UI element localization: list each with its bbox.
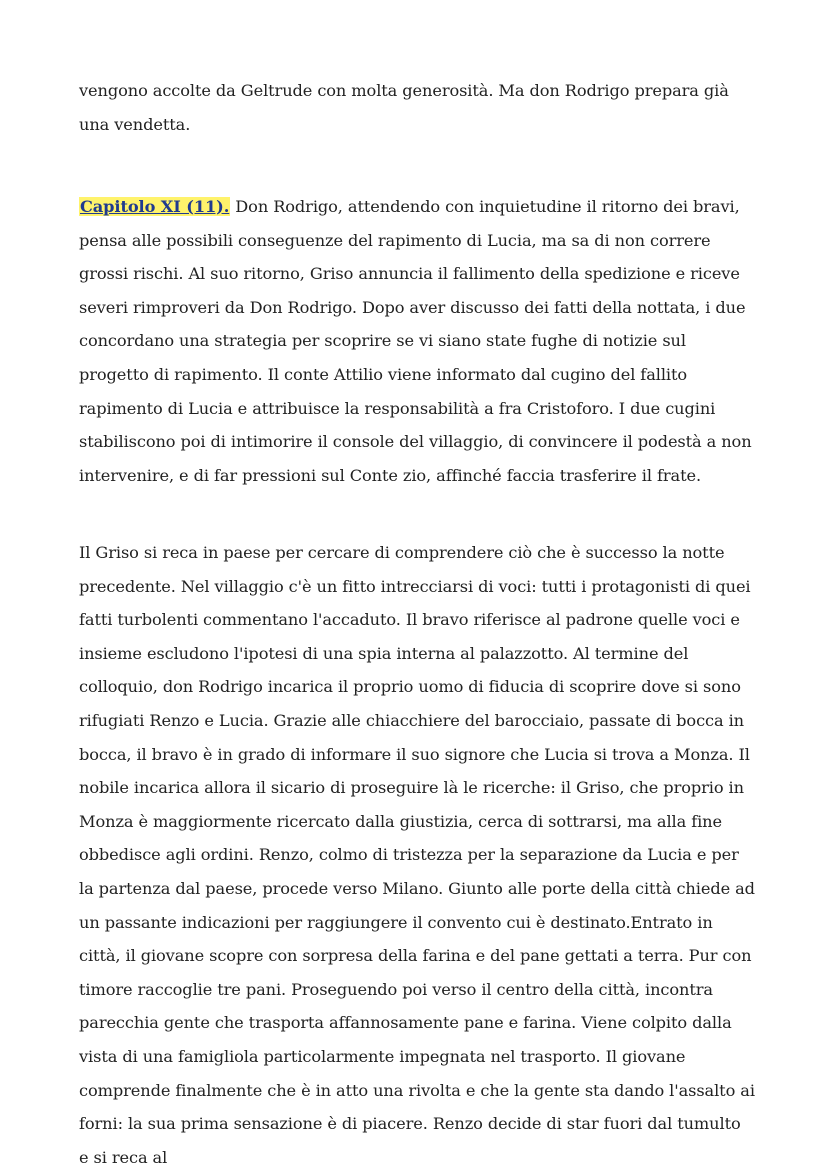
chapter-heading: Capitolo XI (11). xyxy=(80,197,230,216)
chapter-xi-summary: Don Rodrigo, attendendo con inquietudine il ritorno dei bravi, pensa alle possibili conseguenze del rapimento di Lucia, ma sa di non correre grossi rischi. Al suo ritorno, Griso annuncia il fallimento della spedizione e riceve severi rimproveri da Don Rodrigo. Dopo aver discusso dei fatti della nottata, i due concordano una strategia per scoprire se vi siano state fughe di notizie sul progetto di rapimento. Il conte Attilio viene informato dal cugino del fallito rapimento di Lucia e attribuisce la responsabilità a fra Cristoforo. I due cugini stabiliscono poi di intimorire il console del villaggio, di convincere il podestà a non intervenire, e di far pressioni sul Conte zio, affinché faccia trasferire il frate. xyxy=(79,197,752,485)
paragraph-chapter-xi xyxy=(79,190,755,492)
paragraph-intro: vengono accolte da Geltrude con molta generosità. Ma don Rodrigo prepara già una vendetta. xyxy=(79,81,729,134)
paragraph-griso-renzo: Il Griso si reca in paese per cercare di comprendere ciò che è successo la notte precedente. Nel villaggio c'è un fitto intrecciarsi di voci: tutti i protagonisti di quei fatti turbolenti commentano l'accaduto. Il bravo riferisce al padrone quelle voci e insieme escludono l'ipotesi di una spia interna al palazzotto. Al termine del colloquio, don Rodrigo incarica il proprio uomo di fiducia di scoprire dove si sono rifugiati Renzo e Lucia. Grazie alle chiacchiere del barocciaio, passate di bocca in bocca, il bravo è in grado di informare il suo signore che Lucia si trova a Monza. Il nobile incarica allora il sicario di proseguire là le ricerche: il Griso, che proprio in Monza è maggiormente ricercato dalla giustizia, cerca di sottrarsi, ma alla fine obbedisce agli ordini. Renzo, colmo di tristezza per la separazione da Lucia e per la partenza dal paese, procede verso Milano. Giunto alle porte della città chiede ad un passante indicazioni per raggiungere il convento cui è destinato.Entrato in città, il giovane scopre con sorpresa della farina e del pane gettati a terra. Pur con timore raccoglie tre pani. Proseguendo poi verso il centro della città, incontra parecchia gente che trasporta affannosamente pane e farina. Viene colpito dalla vista di una famigliola particolarmente impegnata nel trasporto. Il giovane comprende finalmente che è in atto una rivolta e che la gente sta dando l'assalto ai forni: la sua prima sensazione è di piacere. Renzo decide di star fuori dal tumulto e si reca al xyxy=(79,543,755,1167)
